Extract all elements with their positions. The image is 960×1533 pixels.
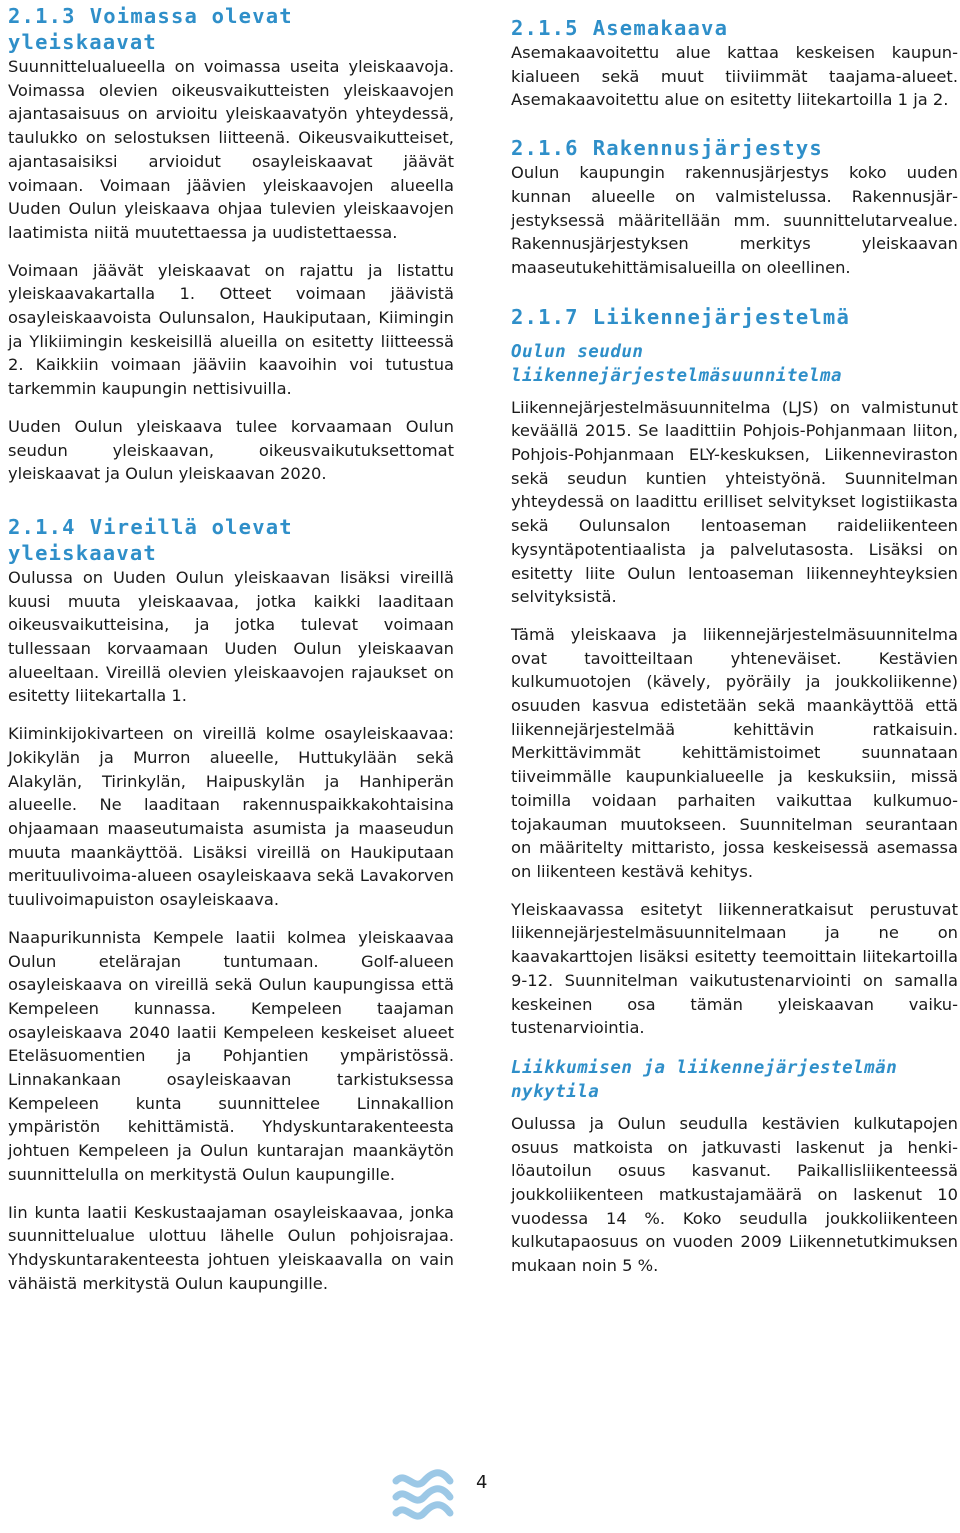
section-2-1-3 [8, 3, 454, 486]
section-number: 2.1.4 [8, 514, 76, 539]
section-title: Vireillä olevat yleiskaavat [8, 514, 293, 565]
paragraph: Oulun kaupungin rakennusjärjestys koko uuden kunnan alueelle on valmistelussa. Rakennusjärjestyksessä määritellään mm. suunnittelutarvealue. Rakennusjärjestyksen merkitys yleiskaavan maaseutukehittämisalueilla on oleellinen. [511, 163, 958, 277]
paragraph: Asemakaavoitettu alue kattaa keskeisen kaupunkialueen sekä muut tiiviimmät taajama-alueet. Asemakaavoitettu alue on esitetty liitekartoilla 1 ja 2. [511, 43, 958, 110]
paragraph: Iin kunta laatii Keskustaajaman osayleiskaavaa, jonka suunnittelualue ulottuu lähelle Oulun pohjoisrajaa. Yhdyskuntarakenteesta johtuen yleiskaavalla on vain vähäistä merkitystä Oulun kaupungille. [8, 1202, 454, 1293]
left-column [8, 0, 454, 1295]
section-2-1-6 [511, 135, 958, 280]
section-2-1-4 [8, 514, 454, 1295]
section-number: 2.1.5 [511, 16, 579, 40]
paragraph: Voimaan jäävät yleiskaavat on rajattu ja listattu yleiskaavakartalla 1. Otteet voimaan jäävistä osayleiskaavoista Oulunsalon, Haukiputaan, Kiimingin ja Ylikiimingin keskeisillä alueilla on esitetty liitteessä 2. Kaikkiin voimaan jääviin kaavoihin voi tutustua tarkemmin kaupungin nettisivuilla. [8, 260, 454, 399]
wave-line-icon [396, 1473, 450, 1484]
wave-line-icon [396, 1489, 450, 1500]
paragraph: Suunnittelualueella on voimassa useita yleiskaavoja. Voimassa olevien oikeusvaikutteisten yleiskaavojen ajantasaisuus on arvioitu yleiskaavatyön yhteydessä, taulukko on selostuksen liitteenä. Oikeusvaikutteiset, ajantasaisiksi arvioidut osayleiskaavat jäävät voimaan. Voimaan jäävien yleiskaavojen alueella Uuden Oulun yleiskaava ohjaa tulevien yleiskaavojen laatimista niitä muutettaessa ja uudistettaessa. [8, 57, 454, 242]
page-number: 4 [476, 1472, 488, 1493]
section-title: Asemakaava [592, 16, 729, 40]
paragraph: Liikennejärjestelmäsuunnitelma (LJS) on valmistunut keväällä 2015. Se laadittiin Pohjois-Pohjanmaan liiton, Pohjois-Pohjanmaan ELY-keskuksen, Liikenneviraston sekä seudun kuntien yhteistyönä. Suunnitelman yhteydessä on laadittu erilliset selvitykset logistiikasta sekä Oulunsalon lentoaseman raideliikenteen kysyntäpotentiaalista ja palvelutasosta. Lisäksi on esitetty liite Oulun lentoaseman liikenneyhteyksien selvityksistä. [511, 397, 958, 607]
paragraph: Oulussa ja Oulun seudulla kestävien kulkutapojen osuus matkoista on jatkuvasti laskenut ja henkilöautoilun osuus kasvanut. Paikallisliikenteessä joukkoliikenteen matkustajamäärä on laskenut 10 vuodessa 14 %. Koko seudulla joukkoliikenteen kulkutapaosuus on vuoden 2009 Liikennetutkimuksen mukaan noin 5 %. [511, 1113, 958, 1276]
section-title: Rakennusjärjestys [592, 136, 823, 161]
wave-logo-icon [390, 1468, 456, 1524]
wave-line-icon [396, 1505, 450, 1516]
section-title: Liikennejärjestelmä [592, 304, 851, 329]
section-2-1-7 [511, 304, 958, 1278]
paragraph: Uuden Oulun yleiskaava tulee korvaamaan Oulun seudun yleiskaavan, oikeusvaikutuksettomat yleiskaavat ja Oulun yleiskaavan 2020. [8, 416, 454, 484]
section-number: 2.1.3 [8, 4, 76, 28]
paragraph: Oulussa on Uuden Oulun yleiskaavan lisäksi vireillä kuusi muuta yleiskaavaa, jotka kaikki laaditaan oikeusvaikutteisina, ja jotka tulevat voimaan tullessaan korvaamaan Uuden Oulun yleiskaavan alueeltaan. Vireillä olevien yleiskaavojen rajaukset on esitetty liitekartalla 1. [8, 567, 454, 706]
paragraph: Kiiminkijokivarteen on vireillä kolme osayleiskaavaa: Jokikylän ja Murron alueelle, Huttukylään sekä Alakylän, Tirinkylän, Haipuskylän ja Hanhiperän alueelle. Ne laaditaan rakennuspaikkakohtaisina ohjaamaan maaseutumaista asumista ja maaseudun muuta maankäyttöä. Lisäksi vireillä on Haukiputaan merituulivoima-alueen osayleiskaava sekä Lavakorven tuulivoimapuiston osayleiskaava. [8, 724, 454, 910]
paragraph: Naapurikunnista Kempele laatii kolmea yleiskaavaa Oulun etelärajan tuntumaan. Golf-alueen osayleiskaava on vireillä sekä Oulun kaupungissa että Kempeleen kunnassa. Kempeleen taajaman osayleiskaava 2040 laatii Kempeleen keskeiset alueet Eteläsuomentien ja Pohjantien ympäristössä. Linnakankaan osayleiskaavan tarkistuksessa Kempeleen kunta suunnittelee Linnakallion ympäristön kehittämistä. Yhdyskuntarakenteesta johtuen Kempeleen ja Oulun kuntarajan maankäytön suunnittelulla on merkitystä Oulun kaupungille. [8, 927, 454, 1184]
section-heading [8, 3, 454, 55]
section-number: 2.1.6 [511, 136, 579, 161]
subheading: Liikkumisen ja liikennejärjestelmän nykytila [511, 1057, 898, 1102]
right-column [511, 0, 958, 1278]
section-heading [511, 135, 958, 161]
section-number: 2.1.7 [511, 304, 579, 329]
section-heading [511, 15, 958, 41]
subheading: Oulun seudun liikennejärjestelmäsuunnitelma [511, 341, 843, 386]
section-2-1-5 [511, 15, 958, 112]
section-heading [8, 514, 454, 566]
paragraph: Tämä yleiskaava ja liikennejärjestelmäsuunnitelma ovat tavoitteiltaan yhteneväiset. Kestävien kulkumuotojen (kävely, pyöräily ja joukkoliikenne) osuuden kasvua edistetään sekä maankäyttöä että liikennejärjestelmää kehittävin ratkaisuin. Merkittävimmät kehittämistoimet suunnataan tiiveimmälle kaupunkialueelle ja keskuksiin, missä toimilla voidaan parhaiten vaikuttaa kulkumuotojakauman muutokseen. Suunnitelman seurantaan on määritelty mittaristo, jossa keskeisessä asemassa on liikenteen kestävä kehitys. [511, 624, 958, 881]
section-title: Voimassa olevat yleiskaavat [8, 4, 293, 54]
section-heading [511, 304, 958, 330]
paragraph: Yleiskaavassa esitetyt liikenneratkaisut perustuvat liikennejärjestelmäsuunnitelmaan ja ne on kaavakarttojen lisäksi esitetty teemoittain liitekartoilla 9-12. Suunnitelman vaikutustenarviointi on samalla keskeinen osa tämän yleiskaavan vaikutustenarviointia. [511, 899, 958, 1038]
